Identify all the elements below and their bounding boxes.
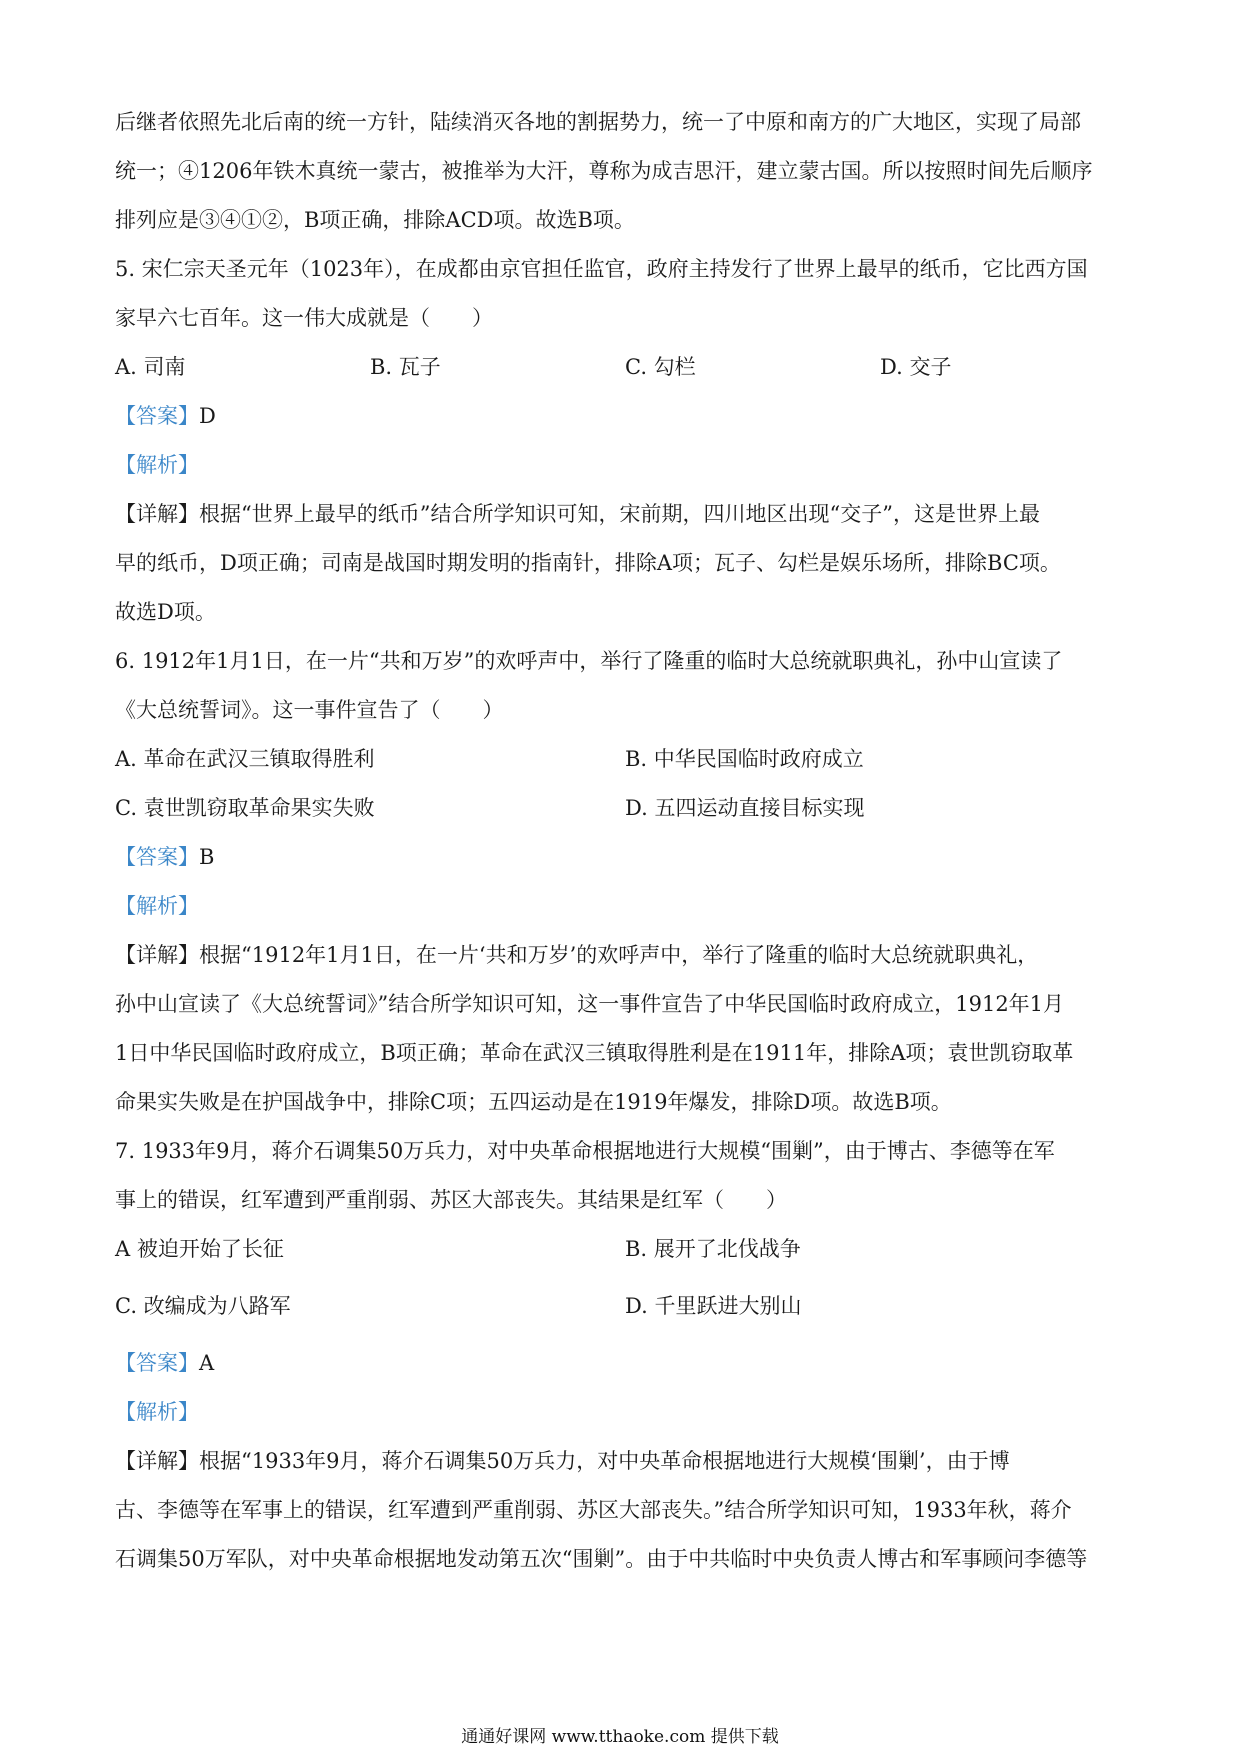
detail-line: 1日中华民国临时政府成立，B项正确；革命在武汉三镇取得胜利是在1911年，排除A项；袁世凯窃取革 xyxy=(115,1041,1074,1065)
document-page xyxy=(115,98,1135,1584)
analysis-tag: 【解析】 xyxy=(115,453,199,477)
question-5 xyxy=(115,245,1135,637)
analysis-line xyxy=(115,441,1135,490)
text-line: 后继者依照先北后南的统一方针，陆续消灭各地的割据势力，统一了中原和南方的广大地区，实现了局部 xyxy=(115,110,1081,134)
option-d: D. 千里跃进大别山 xyxy=(625,1294,802,1318)
question-stem: 5. 宋仁宗天圣元年（1023年），在成都由京官担任监官，政府主持发行了世界上最早的纸币，它比西方国 xyxy=(115,257,1088,281)
question-stem: 事上的错误，红军遭到严重削弱、苏区大部丧失。其结果是红军（ ） xyxy=(115,1188,787,1212)
detail-line: 命果实失败是在护国战争中，排除C项；五四运动是在1919年爆发，排除D项。故选B项。 xyxy=(115,1090,952,1114)
option-a: A 被迫开始了长征 xyxy=(115,1237,284,1261)
question-stem: 《大总统誓词》。这一事件宣告了（ ） xyxy=(115,698,504,722)
answer-line xyxy=(115,1339,1135,1388)
option-d: D. 五四运动直接目标实现 xyxy=(625,796,865,820)
detail-line xyxy=(115,490,1135,539)
option-c: C. 勾栏 xyxy=(625,355,696,379)
question-stem: 6. 1912年1月1日，在一片“共和万岁”的欢呼声中，举行了隆重的临时大总统就职典礼，孙中山宣读了 xyxy=(115,649,1063,673)
detail-text: 根据“世界上最早的纸币”结合所学知识可知，宋前期，四川地区出现“交子”，这是世界上最 xyxy=(199,502,1040,526)
detail-line: 古、李德等在军事上的错误，红军遭到严重削弱、苏区大部丧失。”结合所学知识可知，1933年秋，蒋介 xyxy=(115,1498,1072,1522)
answer-value: B xyxy=(199,845,215,869)
analysis-line xyxy=(115,882,1135,931)
analysis-tag: 【解析】 xyxy=(115,1400,199,1424)
detail-line xyxy=(115,1437,1135,1486)
detail-line xyxy=(115,931,1135,980)
option-b: B. 展开了北伐战争 xyxy=(625,1237,801,1261)
options-row xyxy=(115,784,1135,833)
detail-text: 根据“1912年1月1日，在一片‘共和万岁’的欢呼声中，举行了隆重的临时大总统就职典礼， xyxy=(199,943,1039,967)
options-row xyxy=(115,343,1135,392)
detail-line: 石调集50万军队，对中央革命根据地发动第五次“围剿”。由于中共临时中央负责人博古和军事顾问李德等 xyxy=(115,1547,1088,1571)
text-line: 排列应是③④①②，B项正确，排除ACD项。故选B项。 xyxy=(115,208,635,232)
answer-tag: 【答案】 xyxy=(115,845,199,869)
question-stem: 7. 1933年9月，蒋介石调集50万兵力，对中央革命根据地进行大规模“围剿”，由于博古、李德等在军 xyxy=(115,1139,1055,1163)
answer-tag: 【答案】 xyxy=(115,404,199,428)
answer-line xyxy=(115,833,1135,882)
options-row xyxy=(115,1225,1135,1274)
page-footer: 通通好课网 www.tthaoke.com 提供下载 xyxy=(461,1727,779,1747)
question-6 xyxy=(115,637,1135,1127)
previous-explanation xyxy=(115,98,1135,245)
answer-tag: 【答案】 xyxy=(115,1351,199,1375)
detail-text: 根据“1933年9月，蒋介石调集50万兵力，对中央革命根据地进行大规模‘围剿’，由于博 xyxy=(199,1449,1010,1473)
question-stem: 家早六七百年。这一伟大成就是（ ） xyxy=(115,306,493,330)
question-7 xyxy=(115,1127,1135,1584)
analysis-line xyxy=(115,1388,1135,1437)
text-line: 统一；④1206年铁木真统一蒙古，被推举为大汗，尊称为成吉思汗，建立蒙古国。所以按照时间先后顺序 xyxy=(115,159,1093,183)
option-b: B. 中华民国临时政府成立 xyxy=(625,747,864,771)
options-row xyxy=(115,735,1135,784)
option-d: D. 交子 xyxy=(880,355,952,379)
option-c: C. 改编成为八路军 xyxy=(115,1294,291,1318)
analysis-tag: 【解析】 xyxy=(115,894,199,918)
answer-value: D xyxy=(199,404,216,428)
answer-value: A xyxy=(199,1351,215,1375)
option-b: B. 瓦子 xyxy=(370,355,441,379)
option-c: C. 袁世凯窃取革命果实失败 xyxy=(115,796,375,820)
detail-line: 孙中山宣读了《大总统誓词》”结合所学知识可知，这一事件宣告了中华民国临时政府成立，1912年1月 xyxy=(115,992,1065,1016)
option-a: A. 革命在武汉三镇取得胜利 xyxy=(115,747,375,771)
option-a: A. 司南 xyxy=(115,355,186,379)
detail-tag: 【详解】 xyxy=(115,943,199,967)
detail-line: 早的纸币，D项正确；司南是战国时期发明的指南针，排除A项；瓦子、勾栏是娱乐场所，排除BC项。 xyxy=(115,551,1061,575)
detail-tag: 【详解】 xyxy=(115,1449,199,1473)
options-row xyxy=(115,1274,1135,1339)
detail-tag: 【详解】 xyxy=(115,502,199,526)
detail-line: 故选D项。 xyxy=(115,600,216,624)
answer-line xyxy=(115,392,1135,441)
